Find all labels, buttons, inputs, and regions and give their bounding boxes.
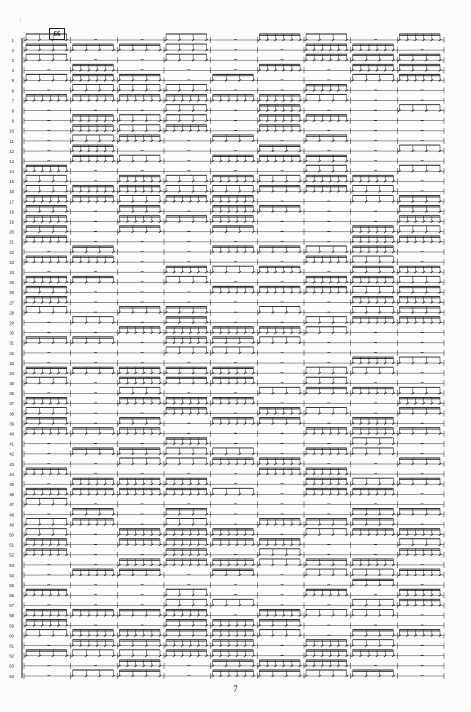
staff-number: 63 <box>9 663 14 669</box>
staff-number: 31 <box>9 340 14 346</box>
staff-number: 43 <box>9 461 14 467</box>
staff-number: 16 <box>9 189 14 195</box>
staff-number: 28 <box>9 310 14 316</box>
staff-number: 33 <box>9 360 14 366</box>
staff-number: 44 <box>9 471 14 477</box>
staff-number: 12 <box>9 148 14 154</box>
staff-number: 23 <box>9 259 14 265</box>
staff-number: 20 <box>9 229 14 235</box>
staff-number: 7 <box>11 98 14 104</box>
staff-number: 38 <box>9 411 14 417</box>
staff-number: 51 <box>9 542 14 548</box>
staff-number: 21 <box>9 239 14 245</box>
staff-number: 48 <box>9 512 14 518</box>
staff-number: 42 <box>9 451 14 457</box>
staff-number: 15 <box>9 179 14 185</box>
staff-number: 13 <box>9 158 14 164</box>
staff-number: 29 <box>9 320 14 326</box>
staff-number: 39 <box>9 421 14 427</box>
staff-number: 60 <box>9 633 14 639</box>
staff-number: 18 <box>9 209 14 215</box>
staff-number: 6 <box>11 88 14 94</box>
staff-number: 10 <box>9 128 14 134</box>
staff-number: 62 <box>9 653 14 659</box>
staff-number: 52 <box>9 552 14 558</box>
staff-number: 64 <box>9 673 14 679</box>
staff-number: 49 <box>9 522 14 528</box>
staff-number: 61 <box>9 643 14 649</box>
staff-number: 2 <box>11 47 14 53</box>
staff-number: 58 <box>9 613 14 619</box>
staff-number: 59 <box>9 623 14 629</box>
staff-number: 4 <box>11 68 14 74</box>
staff-number: 56 <box>9 593 14 599</box>
staff-number: 53 <box>9 562 14 568</box>
staff-number: 32 <box>9 350 14 356</box>
staff-number: 1 <box>11 37 14 43</box>
staff-number: 36 <box>9 391 14 397</box>
staff-number: 14 <box>9 169 14 175</box>
staff-number: 34 <box>9 370 14 376</box>
staff-number: 55 <box>9 582 14 588</box>
staff-number: 47 <box>9 502 14 508</box>
staff-number: 3 <box>11 57 14 63</box>
staff-number: 9 <box>11 118 14 124</box>
page-number: 7 <box>233 684 238 694</box>
staff-number: 50 <box>9 532 14 538</box>
staff-number: 30 <box>9 330 14 336</box>
staff-number: 45 <box>9 481 14 487</box>
staff-number: 22 <box>9 249 14 255</box>
staff-number: 27 <box>9 300 14 306</box>
staff-number: 57 <box>9 603 14 609</box>
staff-number: 19 <box>9 219 14 225</box>
staff-number: 26 <box>9 290 14 296</box>
staff-number: 11 <box>9 138 14 144</box>
rehearsal-mark-box: 66 <box>49 28 65 40</box>
staff-number: 46 <box>9 492 14 498</box>
staff-number: 17 <box>9 199 14 205</box>
staff-number: 35 <box>9 381 14 387</box>
staff-number: 25 <box>9 280 14 286</box>
staff-number: 5 <box>11 78 14 84</box>
corner-mark: | <box>20 18 22 23</box>
staff-number: 40 <box>9 431 14 437</box>
staff-number: 54 <box>9 572 14 578</box>
staff-number: 8 <box>11 108 14 114</box>
staff-number: 24 <box>9 269 14 275</box>
staff-number: 41 <box>9 441 14 447</box>
staff-number: 37 <box>9 401 14 407</box>
